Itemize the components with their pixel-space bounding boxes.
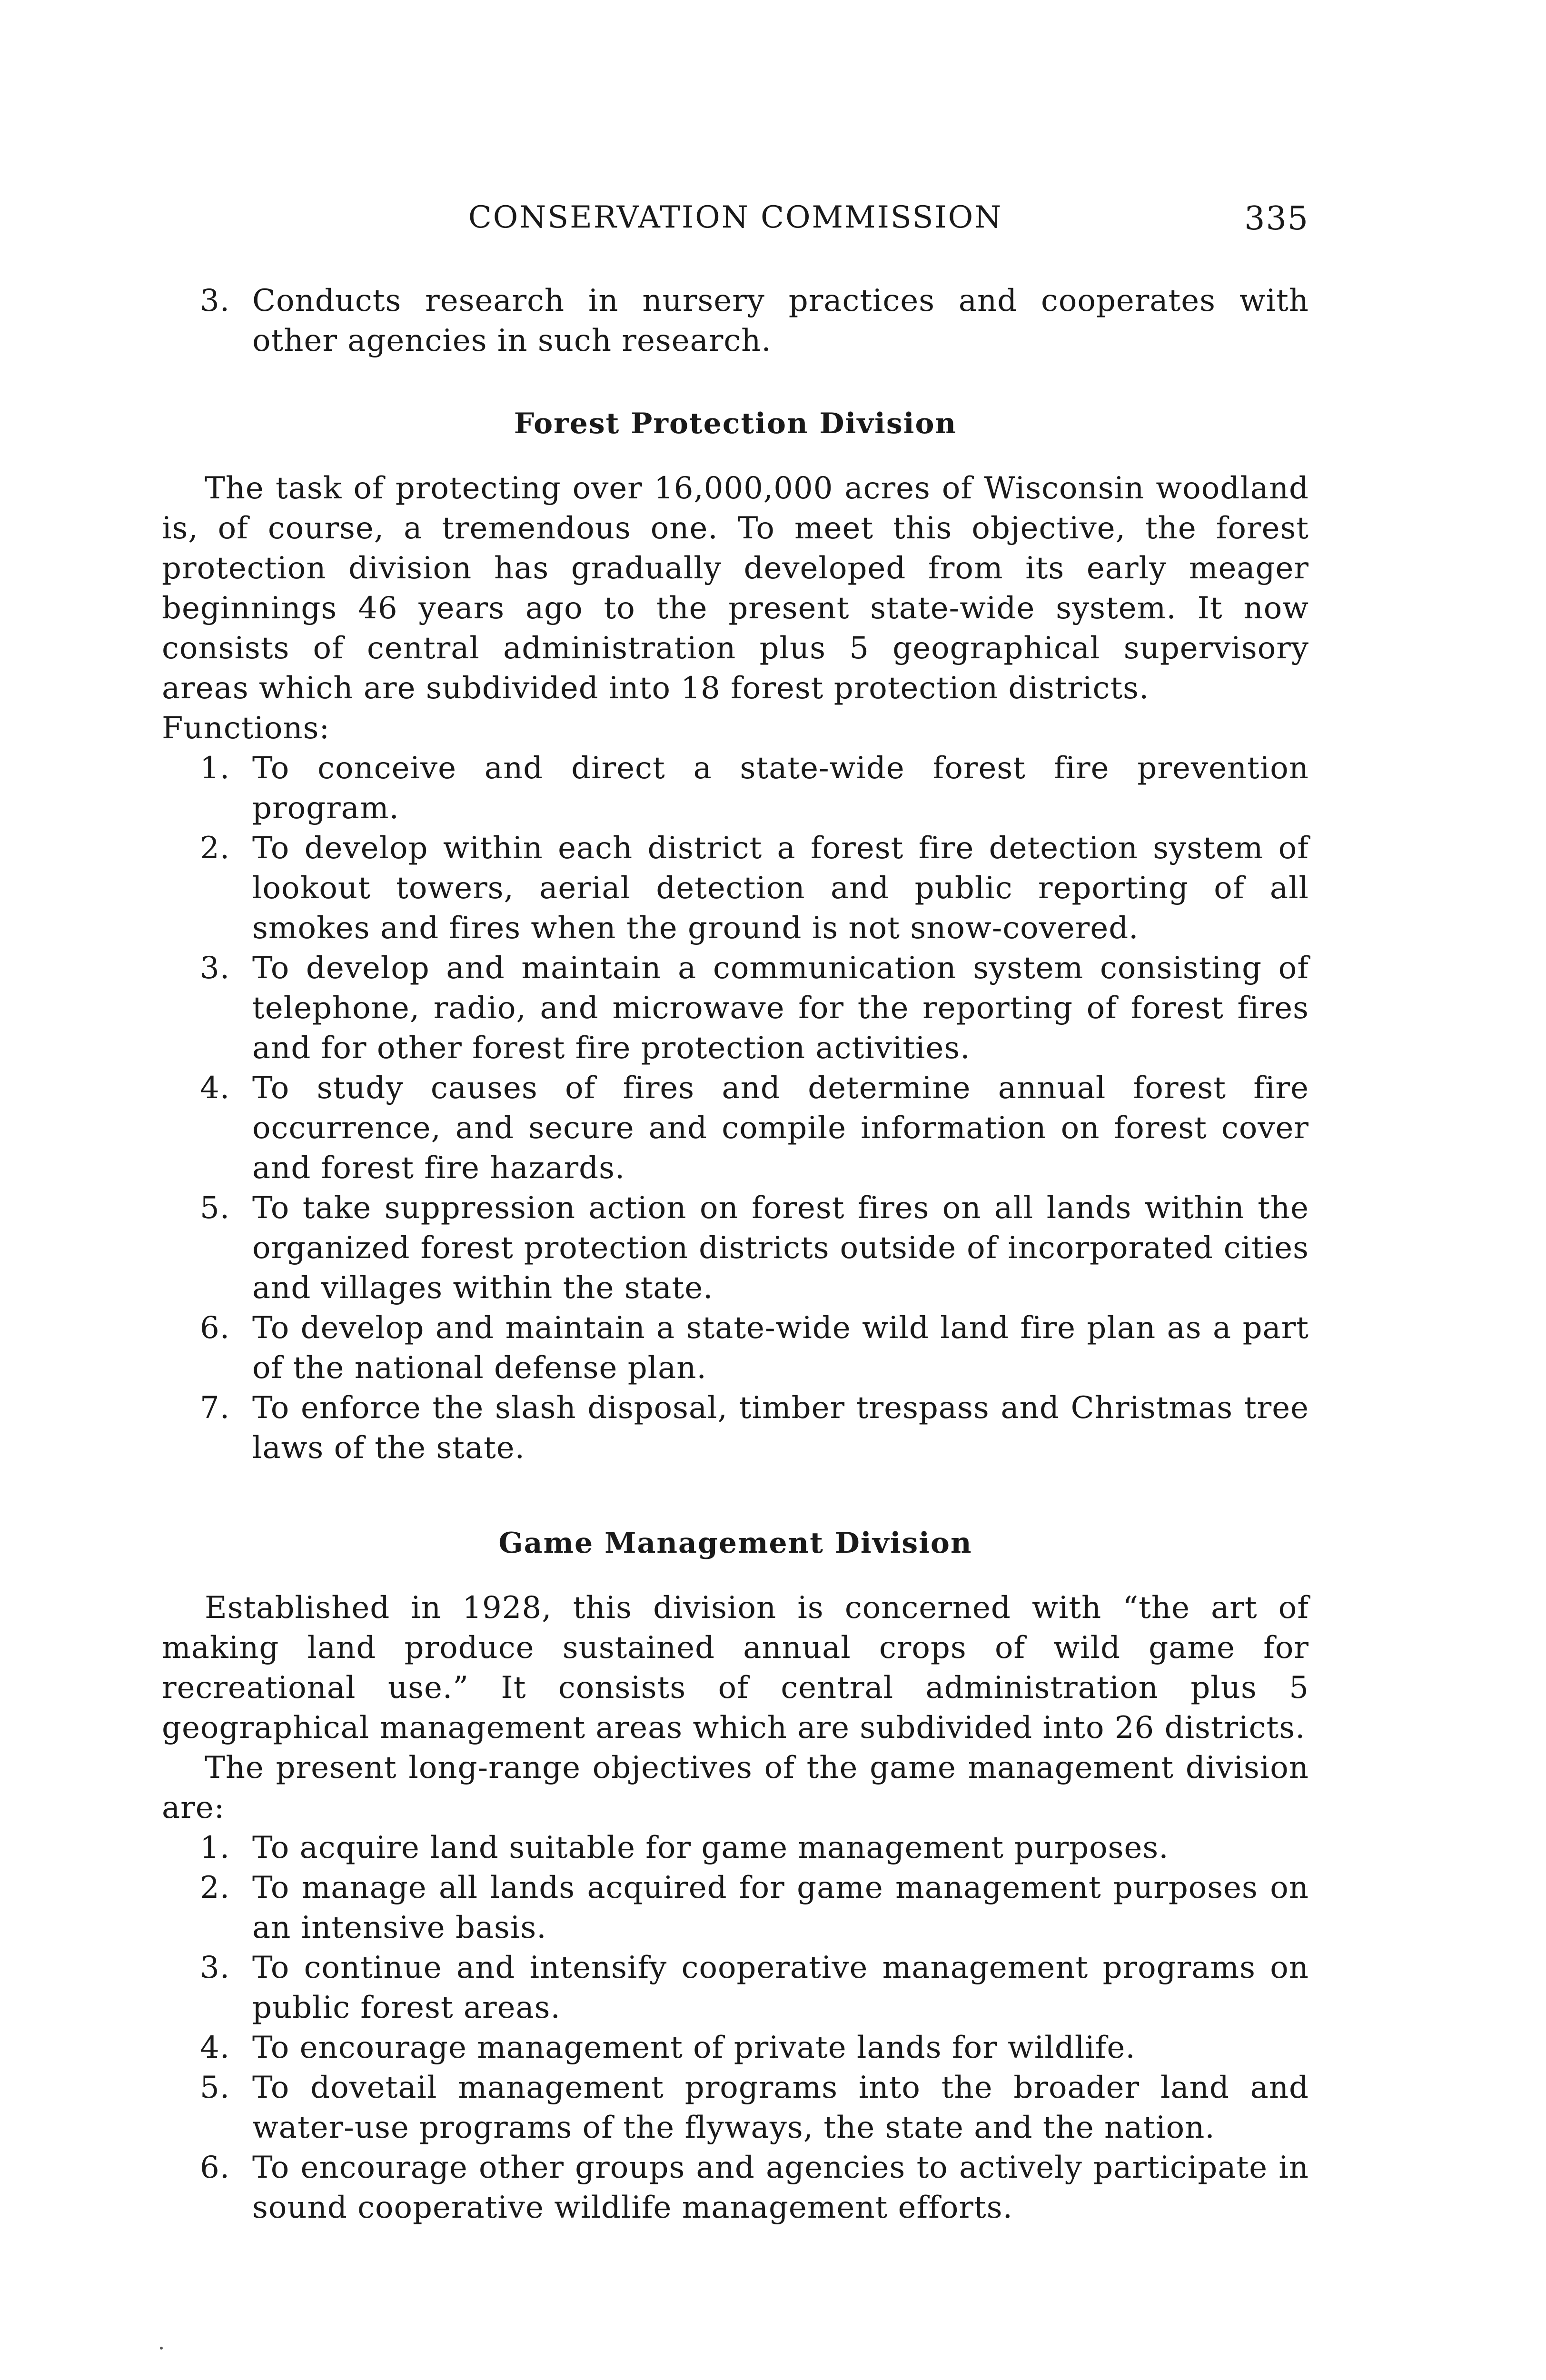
running-title: CONSERVATION COMMISSION xyxy=(468,200,1003,235)
list-item-number: 1. xyxy=(200,1830,230,1865)
list-item-number: 2. xyxy=(200,1870,230,1905)
game-objectives-list xyxy=(162,1828,1309,2228)
list-item-text: To encourage management of private lands for wildlife. xyxy=(252,2030,1136,2065)
list-item-number: 1. xyxy=(200,751,230,786)
page-number: 335 xyxy=(1244,200,1309,238)
forest-functions-list xyxy=(162,748,1309,1468)
list-item xyxy=(162,2068,1309,2148)
list-item-text: To acquire land suitable for game management purposes. xyxy=(252,1830,1169,1865)
list-item xyxy=(162,1948,1309,2028)
list-item xyxy=(162,281,1309,361)
list-item-number: 3. xyxy=(200,1950,230,1985)
list-item-text: To dovetail management programs into the broader land and water-use programs of the flyways, the state and the nation. xyxy=(252,2070,1309,2145)
list-item-text: To encourage other groups and agencies to actively participate in sound cooperative wildlife management efforts. xyxy=(252,2150,1309,2225)
list-item-number: 5. xyxy=(200,2070,230,2105)
list-item-text: To continue and intensify cooperative management programs on public forest areas. xyxy=(252,1950,1309,2025)
forest-protection-paragraph: The task of protecting over 16,000,000 acres of Wisconsin woodland is, of course, a tremendous one. To meet this objective, the forest protection division has gradually developed from its early meager beginnings 46 years ago to the present state-wide system. It now consists of central administration plus 5 geographical supervisory areas which are subdivided into 18 forest protection districts. xyxy=(162,471,1309,706)
list-item-text: To conceive and direct a state-wide forest fire prevention program. xyxy=(252,751,1309,826)
running-header xyxy=(162,200,1309,243)
functions-label: Functions: xyxy=(162,711,330,746)
list-item xyxy=(162,1308,1309,1388)
page-body xyxy=(162,281,1309,2228)
list-item xyxy=(162,1828,1309,1868)
list-item xyxy=(162,2028,1309,2068)
list-item-text: Conducts research in nursery practices and cooperates with other agencies in such research. xyxy=(252,283,1309,358)
print-speck xyxy=(160,2347,163,2350)
list-item-number: 3. xyxy=(200,283,230,318)
list-item-number: 4. xyxy=(200,2030,230,2065)
list-item-number: 2. xyxy=(200,831,230,866)
list-item-number: 6. xyxy=(200,1310,230,1346)
list-item-text: To study causes of fires and determine annual forest fire occurrence, and secure and compile information on forest cover and forest fire hazards. xyxy=(252,1071,1309,1186)
list-item-number: 5. xyxy=(200,1190,230,1226)
list-item xyxy=(162,948,1309,1068)
list-item xyxy=(162,2148,1309,2228)
list-item xyxy=(162,748,1309,828)
carried-over-list xyxy=(162,281,1309,361)
list-item-text: To develop and maintain a communication system consisting of telephone, radio, and microwave for the reporting of forest fires and for other forest fire protection activities. xyxy=(252,951,1309,1066)
list-item-text: To manage all lands acquired for game management purposes on an intensive basis. xyxy=(252,1870,1309,1945)
game-management-paragraph: Established in 1928, this division is concerned with “the art of making land produce sustained annual crops of wild game for recreational use.” It consists of central administration plus 5 geographical management areas which are subdivided into 26 districts. xyxy=(162,1590,1309,1745)
objectives-intro: The present long-range objectives of the game management division are: xyxy=(162,1750,1309,1825)
list-item xyxy=(162,828,1309,948)
list-item-text: To develop and maintain a state-wide wild land fire plan as a part of the national defense plan. xyxy=(252,1310,1309,1386)
list-item xyxy=(162,1868,1309,1948)
list-item-number: 7. xyxy=(200,1390,230,1426)
list-item-text: To take suppression action on forest fires on all lands within the organized forest protection districts outside of incorporated cities and villages within the state. xyxy=(252,1190,1309,1306)
list-item xyxy=(162,1388,1309,1468)
list-item-number: 3. xyxy=(200,951,230,986)
list-item-text: To enforce the slash disposal, timber trespass and Christmas tree laws of the state. xyxy=(252,1390,1309,1466)
list-item-number: 6. xyxy=(200,2150,230,2185)
list-item-number: 4. xyxy=(200,1071,230,1106)
list-item-text: To develop within each district a forest fire detection system of lookout towers, aerial detection and public reporting of all smokes and fires when the ground is not snow-covered. xyxy=(252,831,1309,946)
game-management-heading: Game Management Division xyxy=(498,1527,972,1560)
forest-protection-heading: Forest Protection Division xyxy=(514,407,957,440)
list-item xyxy=(162,1188,1309,1308)
list-item xyxy=(162,1068,1309,1188)
